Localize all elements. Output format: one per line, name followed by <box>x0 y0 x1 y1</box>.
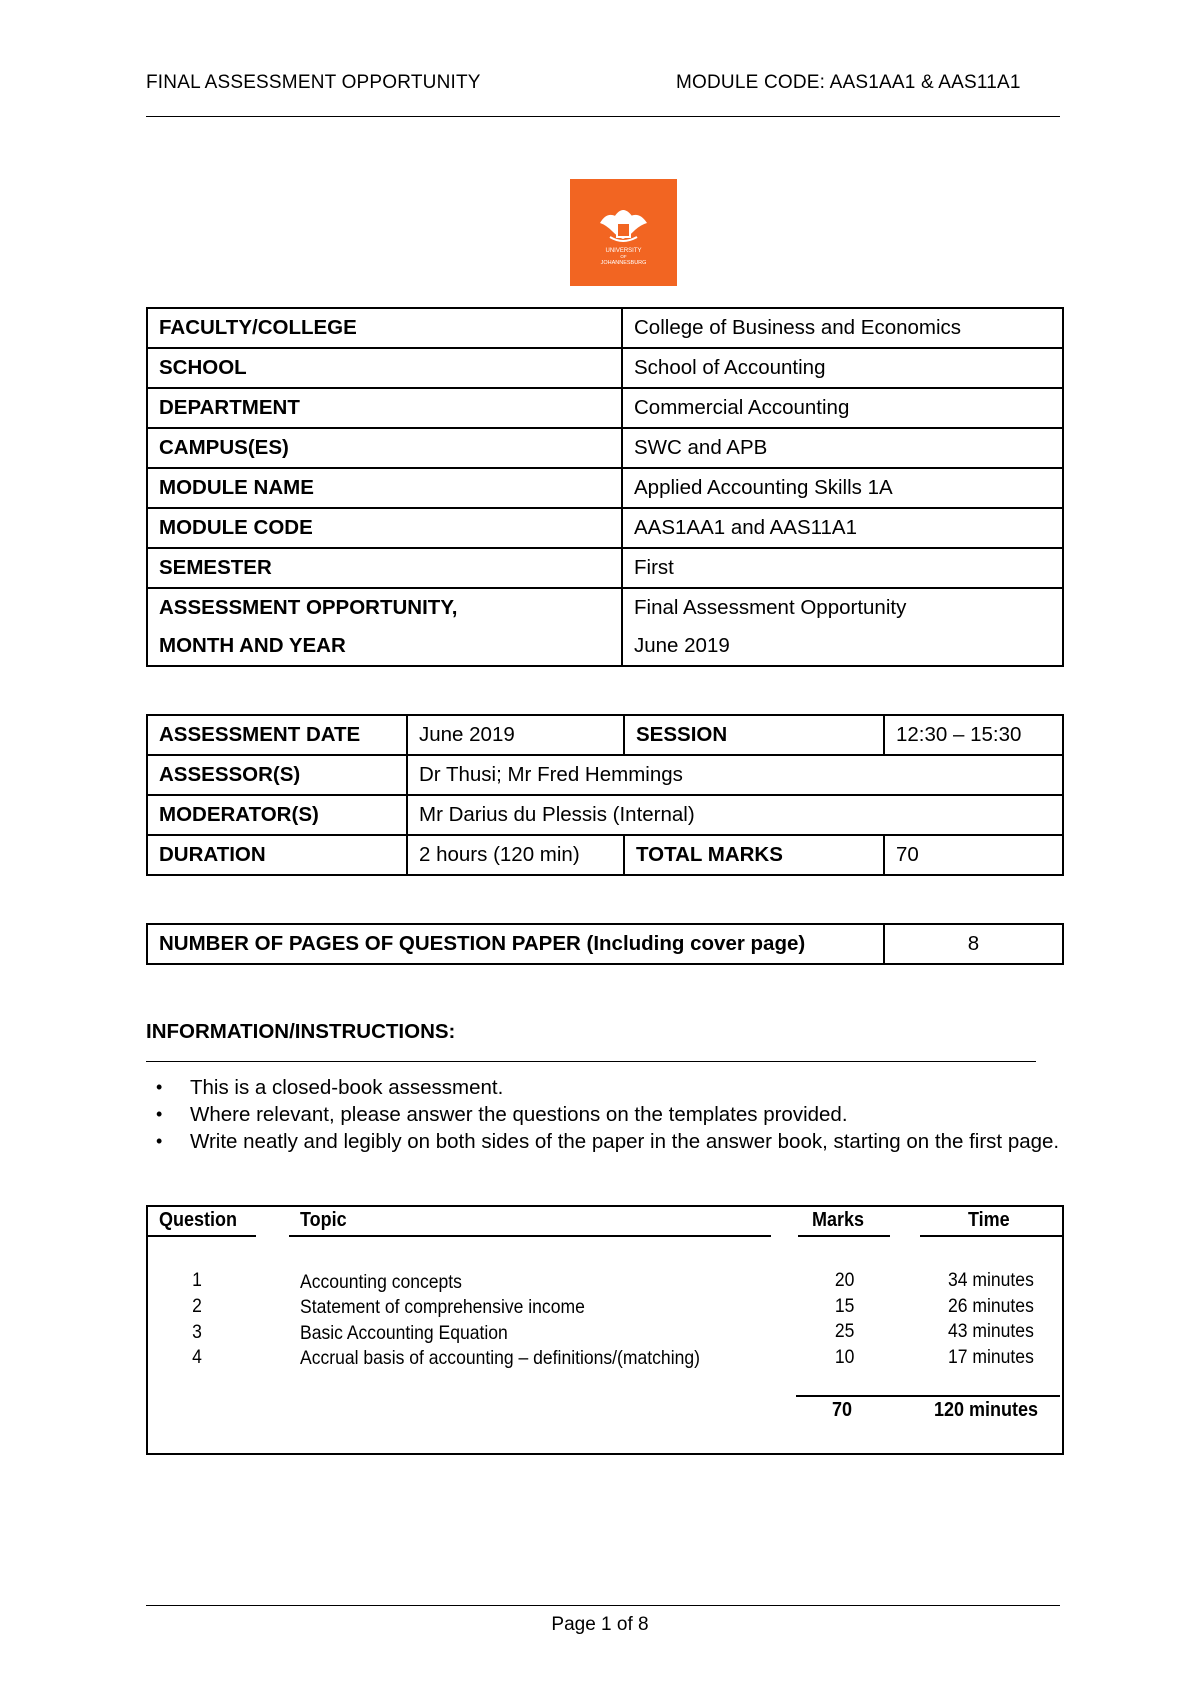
question-time: 26 minutes <box>948 1295 1034 1317</box>
question-topic: Statement of comprehensive income <box>300 1296 585 1318</box>
question-time: 43 minutes <box>948 1320 1034 1342</box>
page-count-table <box>146 923 1064 965</box>
page-number: Page 1 of 8 <box>551 1614 649 1635</box>
detail-value: AAS1AA1 and AAS11A1 <box>622 508 1063 548</box>
total-time: 120 minutes <box>934 1399 1039 1421</box>
moderators-value: Mr Darius du Plessis (Internal) <box>407 795 1063 835</box>
svg-text:JOHANNESBURG: JOHANNESBURG <box>600 260 647 266</box>
question-number: 4 <box>192 1346 202 1368</box>
header-topic: Topic <box>300 1209 347 1231</box>
header-title: FINAL ASSESSMENT OPPORTUNITY <box>146 72 481 93</box>
total-marks-value: 70 <box>884 835 1063 875</box>
instruction-item: • This is a closed-book assessment. <box>146 1074 1064 1101</box>
session-value: 12:30 – 15:30 <box>884 715 1063 755</box>
total-divider <box>796 1395 1060 1397</box>
header-question: Question <box>159 1209 238 1231</box>
instructions-list <box>146 1074 1064 1155</box>
university-logo <box>570 179 677 286</box>
detail-value: College of Business and Economics <box>622 308 1063 348</box>
moderators-label: MODERATOR(S) <box>147 795 407 835</box>
question-number: 3 <box>192 1321 202 1343</box>
total-marks-label: TOTAL MARKS <box>624 835 884 875</box>
assessment-info-table <box>146 714 1064 876</box>
header-underline <box>148 1235 256 1237</box>
svg-text:UNIVERSITY: UNIVERSITY <box>605 248 642 254</box>
svg-text:OF: OF <box>620 254 627 259</box>
detail-row <box>147 428 1063 468</box>
detail-value: Applied Accounting Skills 1A <box>622 468 1063 508</box>
detail-row <box>147 388 1063 428</box>
detail-value: First <box>622 548 1063 588</box>
assessment-date-label: ASSESSMENT DATE <box>147 715 407 755</box>
question-time: 17 minutes <box>948 1346 1034 1368</box>
question-topic: Basic Accounting Equation <box>300 1322 508 1344</box>
page-count-value: 8 <box>884 924 1063 964</box>
assessment-date-value: June 2019 <box>407 715 624 755</box>
detail-value-opportunity: Final Assessment Opportunity June 2019 <box>622 588 1063 666</box>
detail-row <box>147 308 1063 348</box>
session-label: SESSION <box>624 715 884 755</box>
header-time: Time <box>968 1209 1010 1231</box>
detail-label: CAMPUS(ES) <box>147 428 622 468</box>
question-marks: 25 <box>834 1320 855 1342</box>
detail-label: MODULE NAME <box>147 468 622 508</box>
question-summary-box <box>146 1205 1064 1455</box>
question-marks: 15 <box>834 1295 855 1317</box>
detail-value: SWC and APB <box>622 428 1063 468</box>
detail-value: Commercial Accounting <box>622 388 1063 428</box>
detail-label-opportunity: ASSESSMENT OPPORTUNITY, MONTH AND YEAR <box>147 588 622 666</box>
header-underline <box>920 1235 1062 1237</box>
detail-row <box>147 348 1063 388</box>
instructions-divider <box>146 1061 1036 1062</box>
detail-label: FACULTY/COLLEGE <box>147 308 622 348</box>
question-topic: Accounting concepts <box>300 1271 462 1293</box>
duration-label: DURATION <box>147 835 407 875</box>
question-marks: 10 <box>834 1346 855 1368</box>
instruction-item: • Where relevant, please answer the questions on the templates provided. <box>146 1101 1064 1128</box>
detail-row <box>147 508 1063 548</box>
assessors-value: Dr Thusi; Mr Fred Hemmings <box>407 755 1063 795</box>
instructions-title: INFORMATION/INSTRUCTIONS: <box>146 1020 456 1043</box>
header-marks: Marks <box>812 1209 865 1231</box>
question-topic: Accrual basis of accounting – definitions/(matching) <box>300 1347 700 1369</box>
detail-value: School of Accounting <box>622 348 1063 388</box>
detail-label: SCHOOL <box>147 348 622 388</box>
detail-label: MODULE CODE <box>147 508 622 548</box>
footer-divider <box>146 1605 1060 1606</box>
total-marks: 70 <box>832 1399 853 1421</box>
header-underline <box>289 1235 771 1237</box>
page-count-label: NUMBER OF PAGES OF QUESTION PAPER (Including cover page) <box>147 924 884 964</box>
header-divider <box>146 116 1060 117</box>
question-marks: 20 <box>834 1269 855 1291</box>
question-number: 1 <box>192 1269 202 1291</box>
duration-value: 2 hours (120 min) <box>407 835 624 875</box>
detail-label: DEPARTMENT <box>147 388 622 428</box>
question-time: 34 minutes <box>948 1269 1034 1291</box>
detail-row-opportunity <box>147 588 1063 666</box>
question-number: 2 <box>192 1295 202 1317</box>
header-underline <box>798 1235 890 1237</box>
detail-row <box>147 548 1063 588</box>
detail-label: SEMESTER <box>147 548 622 588</box>
module-details-table <box>146 307 1064 667</box>
header-module-code: MODULE CODE: AAS1AA1 & AAS11A1 <box>676 72 1021 93</box>
assessors-label: ASSESSOR(S) <box>147 755 407 795</box>
instruction-item: • Write neatly and legibly on both sides of the paper in the answer book, starting on the first page. <box>146 1128 1064 1155</box>
detail-row <box>147 468 1063 508</box>
